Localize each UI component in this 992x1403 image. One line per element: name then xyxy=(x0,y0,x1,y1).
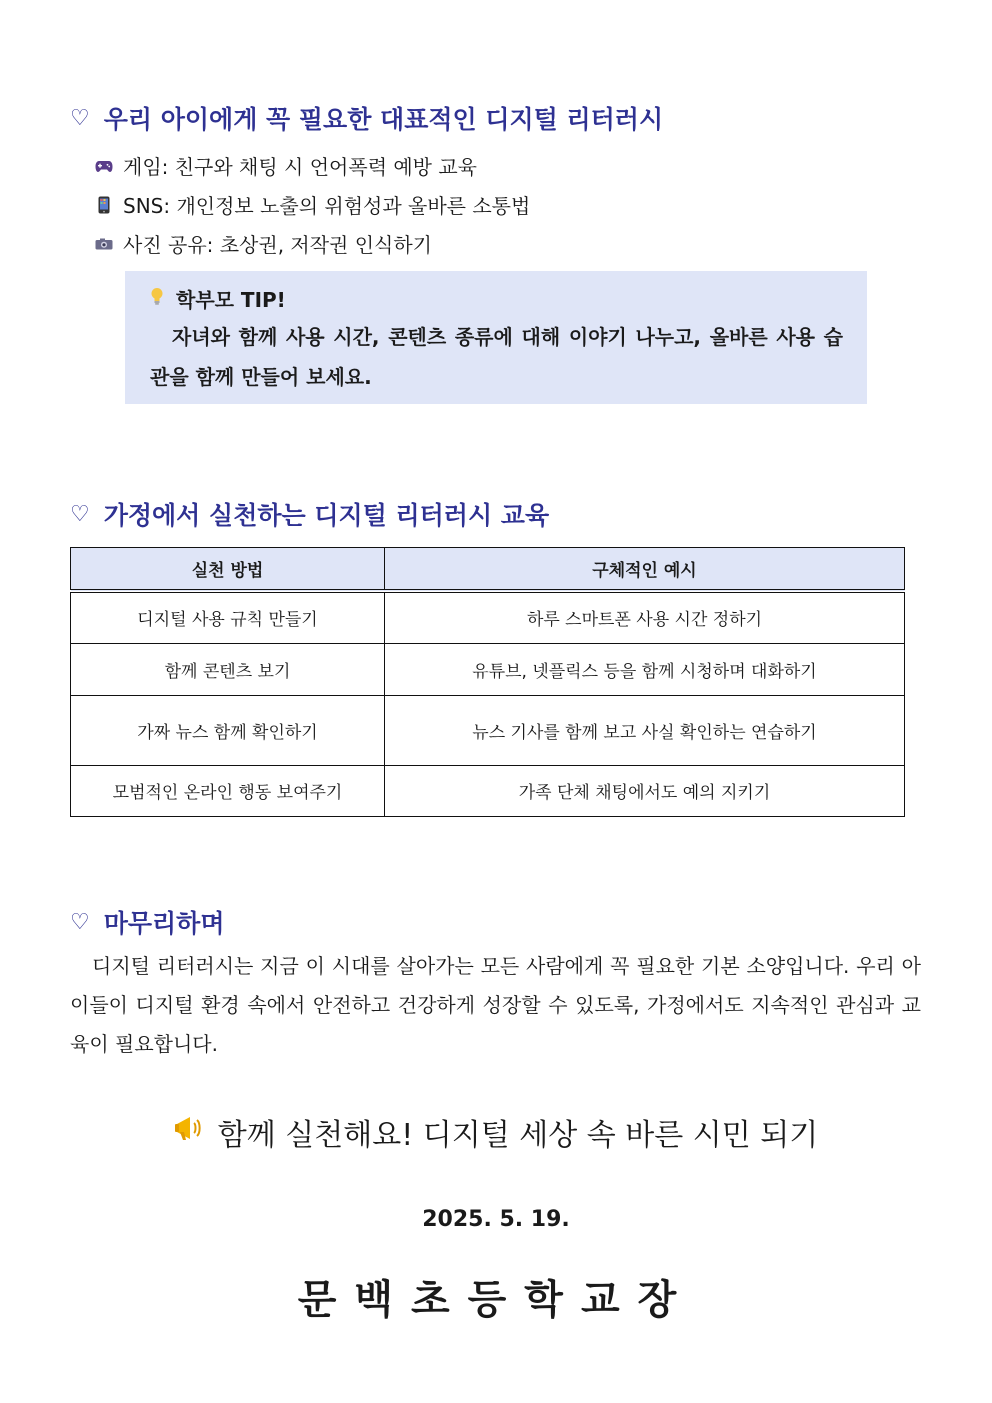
list-item xyxy=(95,146,530,185)
tip-title-text: 학부모 TIP! xyxy=(176,287,286,312)
table-header-row xyxy=(71,548,905,592)
document-date: 2025. 5. 19. xyxy=(422,1207,570,1232)
section-heading-text: 가정에서 실천하는 디지털 리터러시 교육 xyxy=(103,501,550,530)
heart-outline-icon: ♡ xyxy=(70,909,90,935)
table-header-cell: 구체적인 예시 xyxy=(385,548,905,592)
mobile-phone-icon xyxy=(95,196,113,214)
table-row xyxy=(71,591,905,643)
table-row xyxy=(71,643,905,695)
game-controller-icon xyxy=(95,157,113,175)
list-item xyxy=(95,185,530,224)
heart-outline-icon: ♡ xyxy=(70,105,90,131)
table-cell: 하루 스마트폰 사용 시간 정하기 xyxy=(385,591,905,643)
table-cell: 디지털 사용 규칙 만들기 xyxy=(71,591,385,643)
tip-body: 자녀와 함께 사용 시간, 콘텐츠 종류에 대해 이야기 나누고, 올바른 사용 습관을 함께 만들어 보세요. xyxy=(150,325,843,389)
table-cell: 뉴스 기사를 함께 보고 사실 확인하는 연습하기 xyxy=(385,695,905,765)
section-heading-representative-literacy xyxy=(70,100,663,136)
list-item-text: 사진 공유: 초상권, 저작권 인식하기 xyxy=(123,233,433,257)
table-cell: 모범적인 온라인 행동 보여주기 xyxy=(71,765,385,816)
slogan xyxy=(0,1110,992,1154)
literacy-list xyxy=(95,146,530,263)
signer-name: 문백초등학교장 xyxy=(297,1277,695,1323)
closing-paragraph: 디지털 리터러시는 지금 이 시대를 살아가는 모든 사람에게 꼭 필요한 기본 소양입니다. 우리 아이들이 디지털 환경 속에서 안전하고 건강하게 성장할 수 있도록, 가정에서도 지속적인 관심과 교육이 필요합니다. xyxy=(70,954,921,1056)
section-heading-text: 우리 아이에게 꼭 필요한 대표적인 디지털 리터러시 xyxy=(103,105,664,134)
list-item-text: SNS: 개인정보 노출의 위험성과 올바른 소통법 xyxy=(123,194,531,218)
light-bulb-icon xyxy=(150,286,164,310)
list-item xyxy=(95,224,530,263)
list-item-text: 게임: 친구와 채팅 시 언어폭력 예방 교육 xyxy=(123,155,478,179)
parent-tip-box xyxy=(125,271,867,404)
practice-table xyxy=(70,547,905,817)
heart-outline-icon: ♡ xyxy=(70,501,90,527)
section-heading-text: 마무리하며 xyxy=(103,909,225,938)
megaphone-icon xyxy=(174,1114,204,1150)
table-cell: 유튜브, 넷플릭스 등을 함께 시청하며 대화하기 xyxy=(385,643,905,695)
table-row xyxy=(71,695,905,765)
tip-title xyxy=(150,283,843,313)
slogan-text: 함께 실천해요! 디지털 세상 속 바른 시민 되기 xyxy=(217,1118,819,1153)
table-cell: 가족 단체 채팅에서도 예의 지키기 xyxy=(385,765,905,816)
table-header-cell: 실천 방법 xyxy=(71,548,385,592)
camera-icon xyxy=(95,235,113,253)
table-cell: 가짜 뉴스 함께 확인하기 xyxy=(71,695,385,765)
table-row xyxy=(71,765,905,816)
section-heading-closing xyxy=(70,904,225,940)
section-heading-home-practice xyxy=(70,496,549,532)
table-cell: 함께 콘텐츠 보기 xyxy=(71,643,385,695)
